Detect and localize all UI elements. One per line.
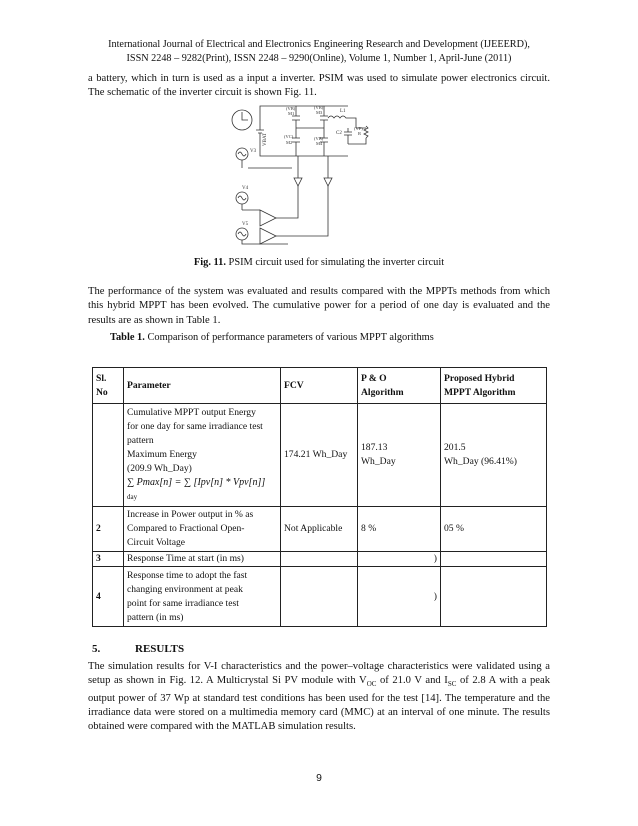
row4-po: ) <box>358 567 441 627</box>
row3-fcv <box>281 552 358 567</box>
table-caption-text: Comparison of performance parameters of various MPPT algorithms <box>144 332 434 343</box>
comparator-2-icon <box>260 228 276 244</box>
row2-po: 8 % <box>358 507 441 552</box>
results-paragraph <box>88 660 550 735</box>
table-row <box>93 404 547 507</box>
sine-source-v3-icon <box>236 148 248 160</box>
row1-fcv: 174.21 Wh_Day <box>281 404 358 507</box>
results-text-3: of 2.8 A with a peak output power of 37 Wp at standard test conditions has been used for the test [14]. The temperature and the irradiance data were stored on a multimedia memory card (MMC) at an interval of one minute. The results obtained were compared with the MATLAB simulation results. <box>88 675 550 733</box>
isc-subscript: SC <box>447 680 457 689</box>
energy-formula: ∑ Pmax[n] = ∑ [Ipv[n] * Vpv[n]] <box>127 477 266 488</box>
capacitor-c2-icon <box>344 128 352 144</box>
table-label: Table 1. <box>110 332 145 343</box>
vb1-label: (VB) <box>286 106 296 111</box>
row3-sl: 3 <box>93 552 124 567</box>
header-hybrid-line2: MPPT Algorithm <box>444 386 516 398</box>
row1-param-line: Maximum Energy <box>127 449 197 460</box>
row1-param-line: Cumulative MPPT output Energy <box>127 407 256 418</box>
vbat-label: VBAT <box>263 132 268 146</box>
row2-param-line: Increase in Power output in % as <box>127 509 254 520</box>
header-po <box>358 368 441 404</box>
inductor-l1-icon <box>328 116 356 128</box>
row4-param-line: pattern (in ms) <box>127 611 184 623</box>
m3-label: M3 <box>316 110 323 115</box>
clock-source-icon <box>232 110 252 130</box>
v4-label: V4 <box>242 186 249 191</box>
row4-param-line: point for same irradiance test <box>127 597 239 609</box>
page-number: 9 <box>316 773 322 784</box>
row4-hybrid <box>441 567 547 627</box>
vb4-label: (VB) <box>314 136 324 141</box>
r-label: R <box>358 131 362 136</box>
header-line-2: ISSN 2248 – 9282(Print), ISSN 2248 – 9290(Online), Volume 1, Number 1, April-June (2011) <box>126 53 512 64</box>
row2-parameter <box>124 507 281 552</box>
gate-buffers-icon <box>294 178 332 186</box>
formula-subscript: day <box>127 493 138 501</box>
section-title: RESULTS <box>135 643 185 655</box>
journal-header <box>60 38 578 66</box>
row1-hybrid <box>441 404 547 507</box>
row1-po-line1: 187.13 <box>361 442 388 453</box>
row4-parameter <box>124 567 281 627</box>
intro-paragraph: a battery, which in turn is used as a input a inverter. PSIM was used to simulate power electronics circuit. The schematic of the inverter circuit is shown Fig. 11. <box>88 73 550 99</box>
header-fcv: FCV <box>281 368 358 404</box>
header-hybrid <box>441 368 547 404</box>
header-parameter: Parameter <box>124 368 281 404</box>
row1-param-line: pattern <box>127 435 154 446</box>
table-row <box>93 507 547 552</box>
row4-fcv <box>281 567 358 627</box>
row2-fcv: Not Applicable <box>281 507 358 552</box>
row2-sl: 2 <box>93 507 124 552</box>
row1-po-line2: Wh_Day <box>361 456 396 467</box>
results-text-1: The simulation results for V-I characteristics and the power–voltage characteristics were validated using a setup as shown in Fig. 12. A Multicrystal Si PV module with V <box>88 661 550 687</box>
row2-hybrid: 05 % <box>441 507 547 552</box>
section-number: 5. <box>92 643 101 655</box>
table-caption <box>110 332 550 343</box>
table-row <box>93 552 547 567</box>
vc-label: (VC) <box>284 134 294 139</box>
header-line-1: International Journal of Electrical and Electronics Engineering Research and Development (IJEEERD), <box>108 39 530 50</box>
mosfet-m2-icon <box>292 128 300 156</box>
inverter-circuit-schematic <box>228 98 398 248</box>
header-sl: Sl. No <box>93 368 124 404</box>
row3-po: ) <box>358 552 441 567</box>
v5-label: V5 <box>242 222 249 227</box>
table-header-row <box>93 368 547 404</box>
m1-label: M1 <box>288 111 295 116</box>
figure-caption <box>88 257 550 268</box>
header-po-line2: Algorithm <box>361 386 404 398</box>
row1-param-line: (209.9 Wh_Day) <box>127 463 192 474</box>
voc-subscript: OC <box>366 680 377 689</box>
v3-label: V3 <box>250 149 257 154</box>
figure-caption-text: PSIM circuit used for simulating the inverter circuit <box>225 257 445 268</box>
figure-label: Fig. 11. <box>193 257 226 268</box>
m2-label: M2 <box>286 140 293 145</box>
l1-label: L1 <box>340 109 346 114</box>
row1-po <box>358 404 441 507</box>
table-row <box>93 567 547 627</box>
m4-label: M4 <box>316 141 323 146</box>
header-po-line1: P & O <box>361 372 387 384</box>
row1-param-line: for one day for same irradiance test <box>127 421 263 432</box>
vp-label: (VP) <box>354 126 363 131</box>
row1-hybrid-line1: 201.5 <box>444 442 466 453</box>
row3-parameter: Response Time at start (in ms) <box>124 552 281 567</box>
row4-sl: 4 <box>93 567 124 627</box>
row4-param-line: Response time to adopt the fast <box>127 569 248 581</box>
row3-hybrid <box>441 552 547 567</box>
row1-parameter <box>124 404 281 507</box>
sine-source-v4-icon <box>236 192 248 204</box>
results-text-2: of 21.0 V and I <box>376 675 448 687</box>
c2-label: C2 <box>336 131 342 136</box>
sine-source-v5-icon <box>236 228 248 240</box>
row2-param-line: Compared to Fractional Open- <box>127 523 245 534</box>
performance-table <box>92 367 547 627</box>
row4-param-line: changing environment at peak <box>127 583 243 595</box>
row1-hybrid-line2: Wh_Day (96.41%) <box>444 456 517 467</box>
header-hybrid-line1: Proposed Hybrid <box>444 372 515 384</box>
comparator-1-icon <box>260 210 276 226</box>
vb3-label: (VB) <box>314 105 324 110</box>
row2-param-line: Circuit Voltage <box>127 537 186 548</box>
section-heading <box>92 643 184 655</box>
performance-paragraph: The performance of the system was evaluated and results compared with the MPPTs methods from which this hybrid MPPT has been evolved. The cumulative power for a period of one day is evaluated and the results are as shown in Table 1. <box>88 286 550 326</box>
row1-sl <box>93 404 124 507</box>
